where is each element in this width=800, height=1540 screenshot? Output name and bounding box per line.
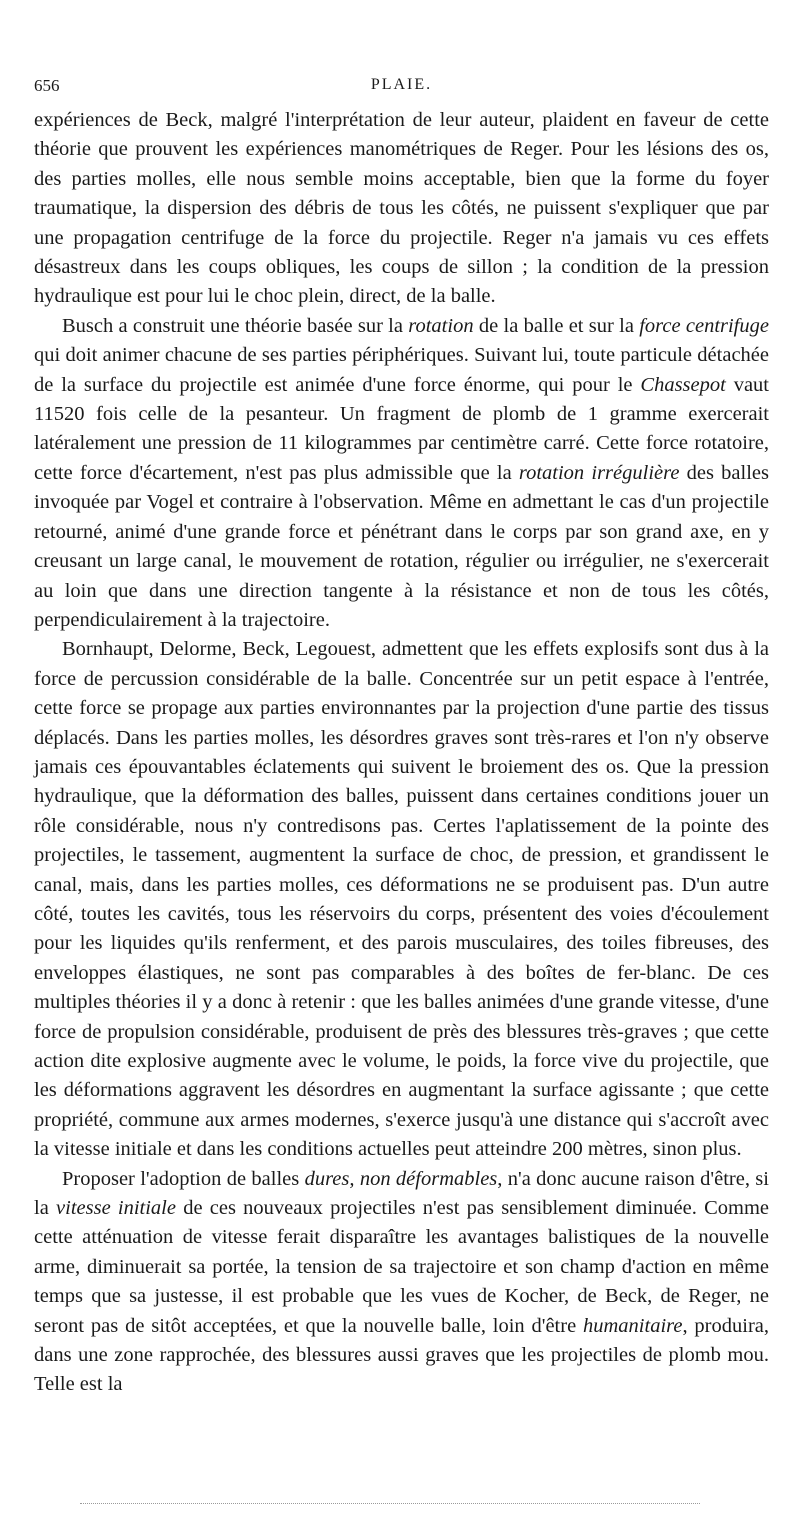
italic-term: vitesse initiale xyxy=(56,1197,176,1220)
text-run: expériences de Beck, malgré l'interprétation de leur auteur, plaident en faveur de cette théorie que prouvent les expériences manométriques de Reger. Pour les lésions des os, des parties molles, elle nous semble moins acceptable, bien que la forme du foyer traumatique, la dispersion des débris de tous les côtés, ne puissent s'expliquer que par une propagation centrifuge de la force du projectile. Reger n'a jamais vu ces effets désastreux dans les coups obliques, les coups de sillon ; la condition de la pression hydraulique est pour lui le choc plein, direct, de la balle. xyxy=(34,109,769,308)
footer-rule xyxy=(80,1503,700,1504)
text-run: des balles invoquée par Vogel et contraire à l'observation. Même en admettant le cas d'un projectile retourné, animé d'une grande force et pénétrant dans le corps par son grand axe, en y creusant un large canal, le mouvement de rotation, régulier ou irrégulier, ne s'exercerait au loin que dans une direction tangente à la résistance et non de tous les côtés, perpendiculairement à la trajectoire. xyxy=(34,461,769,631)
running-title: PLAIE. xyxy=(370,76,433,93)
italic-term: rotation xyxy=(408,314,474,337)
text-run: Bornhaupt, Delorme, Beck, Legouest, admettent que les effets explosifs sont dus à la force de percussion considérable de la balle. Concentrée sur un petit espace à l'entrée, cette force se propage aux parties environnantes par la projection d'une partie des tissus déplacés. Dans les parties molles, les désordres graves sont très-rares et l'on n'y observe jamais ces épouvantables éclatements qui suivent le broiement des os. Que la pression hydraulique, que la déformation des balles, puissent dans certaines conditions jouer un rôle considérable, nous n'y contredisons pas. Certes l'aplatissement de la pointe des projectiles, le tassement, augmentent la surface de choc, de pression, et grandissent le canal, mais, dans les parties molles, ces déformations ne se produisent pas. D'un autre côté, toutes les cavités, tous les réservoirs du corps, présentent des voies d'écoulement pour les liquides qu'ils renferment, et des parois musculaires, des toiles fibreuses, des enveloppes élastiques, ne sont pas comparables à des boîtes de fer-blanc. De ces multiples théories il y a donc à retenir : que les balles animées d'une grande vitesse, d'une force de propulsion considérable, produisent de près des blessures très-graves ; que cette action dite explosive augmente avec le volume, le poids, la force vive du projectile, que les déformations aggravent les désordres en augmentant la surface agissante ; que cette propriété, commune aux armes modernes, s'exerce jusqu'à une distance qui s'accroît avec la vitesse initiale et dans les conditions actuelles peut atteindre 200 mètres, sinon plus. xyxy=(34,638,769,1161)
italic-term: humanitaire xyxy=(583,1314,683,1337)
paragraph-1 xyxy=(34,106,769,312)
text-run: qui doit animer chacune de ses parties périphériques. Suivant lui, toute particule détachée de la surface du projectile est animée d'une force énorme, qui pour le xyxy=(34,344,769,396)
text-run: vaut 11520 fois celle de la pesanteur. Un fragment de plomb de 1 gramme exercerait latéralement une pression de 11 kilogrammes par centimètre carré. Cette force rotatoire, cette force d'écartement, n'est pas plus admissible que la xyxy=(34,373,769,484)
italic-term: dures, non déformables xyxy=(304,1167,498,1190)
text-run: de ces nouveaux projectiles n'est pas sensiblement diminuée. Comme cette atténuation de vitesse ferait disparaître les avantages balistiques de la nouvelle arme, diminuerait sa portée, la tension de sa trajectoire et son champ d'action en même temps que sa justesse, il est probable que les vues de Kocher, de Beck, de Reger, ne seront pas de sitôt acceptées, et que la nouvelle balle, loin d'être xyxy=(34,1197,769,1337)
text-run: , produira, dans une zone rapprochée, des blessures aussi graves que les projectiles de plomb mou. Telle est la xyxy=(34,1314,769,1396)
body-text xyxy=(34,106,769,1400)
text-run: Busch a construit une théorie basée sur la xyxy=(62,314,409,337)
page-number: 656 xyxy=(34,76,60,95)
italic-term: Chassepot xyxy=(640,373,726,396)
paragraph-2 xyxy=(34,312,769,635)
paragraph-4 xyxy=(34,1165,769,1400)
page xyxy=(34,72,769,1400)
italic-term: force centrifuge xyxy=(639,314,769,337)
italic-term: rotation irrégulière xyxy=(518,461,680,484)
text-run: Proposer l'adoption de balles xyxy=(62,1167,305,1190)
page-header xyxy=(34,72,769,106)
text-run: de la balle et sur la xyxy=(473,314,640,337)
text-run: , n'a donc aucune raison d'être, si la xyxy=(34,1167,769,1220)
paragraph-3 xyxy=(34,635,769,1164)
